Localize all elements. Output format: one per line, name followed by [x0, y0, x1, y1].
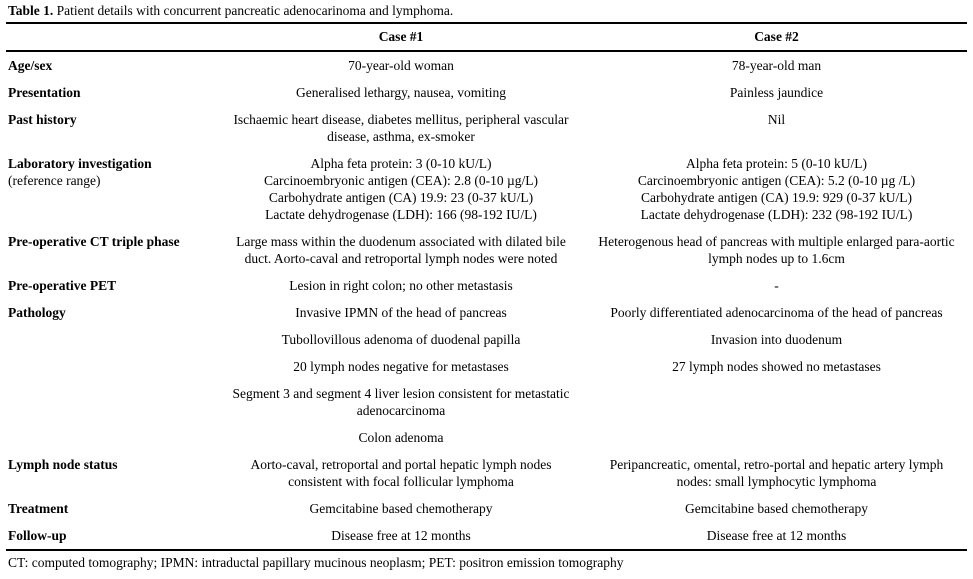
cell-line: Aorto-caval, retroportal and portal hepatic lymph nodes consistent with focal follicular lymphoma [250, 457, 552, 489]
case2-cell [586, 277, 967, 294]
cell-line: Carcinoembryonic antigen (CEA): 5.2 (0-10 µg /L) [637, 173, 916, 188]
table-title [6, 2, 967, 22]
cell-line: 20 lymph nodes negative for metastases [293, 359, 509, 374]
table-row-treatment [6, 495, 967, 522]
cell-line: 70-year-old woman [348, 58, 454, 73]
column-header-case2: Case #2 [754, 29, 799, 44]
case1-cell [216, 456, 586, 490]
table-row-preoperative-ct [6, 228, 967, 272]
cell-line: Heterogenous head of pancreas with multiple enlarged para-aortic lymph nodes up to 1.6cm [598, 234, 955, 266]
cell-line: Lesion in right colon; no other metastasis [289, 278, 513, 293]
row-label: Pre-operative PET [8, 278, 117, 293]
case2-cell [586, 57, 967, 74]
case1-cell [216, 500, 586, 517]
cell-line: Lactate dehydrogenase (LDH): 232 (98-192 IU/L) [640, 207, 913, 222]
cell-line: Alpha feta protein: 3 (0-10 kU/L) [310, 156, 492, 171]
cell-line: Gemcitabine based chemotherapy [309, 501, 493, 516]
cell-line: Carbohydrate antigen (CA) 19.9: 929 (0-37 kU/L) [640, 190, 913, 205]
case1-cell [216, 304, 586, 446]
table-header-row [6, 24, 967, 50]
case1-cell [216, 233, 586, 267]
row-label: Treatment [8, 501, 69, 516]
case1-cell [216, 57, 586, 74]
case2-cell [586, 527, 967, 544]
row-label: Follow-up [8, 528, 67, 543]
row-label: Pathology [8, 305, 66, 320]
patient-details-table [6, 0, 967, 571]
table-number-label: Table 1. [8, 3, 54, 18]
cell-line: Carbohydrate antigen (CA) 19.9: 23 (0-37 kU/L) [268, 190, 534, 205]
cell-line: Colon adenoma [358, 430, 444, 445]
table-row-laboratory-investigation [6, 150, 967, 228]
row-label: Lymph node status [8, 457, 118, 472]
table-row-pathology [6, 299, 967, 451]
row-label: Age/sex [8, 58, 53, 73]
case2-cell [586, 500, 967, 517]
case1-cell [216, 527, 586, 544]
case2-cell [586, 456, 967, 490]
row-label: Presentation [8, 85, 81, 100]
case1-cell [216, 84, 586, 101]
table-row-past-history [6, 106, 967, 150]
cell-line: Peripancreatic, omental, retro-portal and hepatic artery lymph nodes: small lymphocytic lymphoma [609, 457, 944, 489]
cell-line: Poorly differentiated adenocarcinoma of the head of pancreas [610, 305, 943, 320]
case2-cell [586, 233, 967, 267]
cell-line: Gemcitabine based chemotherapy [685, 501, 868, 516]
cell-line: Generalised lethargy, nausea, vomiting [296, 85, 506, 100]
cell-line: Tubollovillous adenoma of duodenal papilla [281, 332, 521, 347]
table-row-follow-up [6, 522, 967, 549]
case1-cell [216, 277, 586, 294]
table-footnote: CT: computed tomography; IPMN: intraductal papillary mucinous neoplasm; PET: positron emission tomography [8, 555, 624, 570]
row-label: Pre-operative CT triple phase [8, 234, 180, 249]
column-header-case1: Case #1 [378, 29, 424, 44]
cell-line: 27 lymph nodes showed no metastases [672, 359, 881, 374]
table-row-lymph-node-status [6, 451, 967, 495]
case2-cell [586, 84, 967, 101]
cell-line: Carcinoembryonic antigen (CEA): 2.8 (0-10 µg/L) [264, 173, 538, 188]
cell-line: Invasive IPMN of the head of pancreas [295, 305, 507, 320]
cell-line: Segment 3 and segment 4 liver lesion consistent for metastatic adenocarcinoma [232, 386, 570, 418]
case2-cell [586, 155, 967, 223]
table-row-age-sex [6, 52, 967, 79]
row-label [6, 155, 216, 189]
cell-line: Disease free at 12 months [331, 528, 471, 543]
cell-line: - [774, 278, 779, 293]
cell-line: Alpha feta protein: 5 (0-10 kU/L) [685, 156, 868, 171]
cell-line: Painless jaundice [729, 85, 824, 100]
case2-cell [586, 111, 967, 128]
cell-line: Nil [767, 112, 786, 127]
cell-line: Large mass within the duodenum associated with dilated bile duct. Aorto-caval and retroportal lymph nodes were noted [236, 234, 566, 266]
table-row-presentation [6, 79, 967, 106]
cell-line: 78-year-old man [731, 58, 822, 73]
row-label: Past history [8, 112, 77, 127]
cell-line: Invasion into duodenum [710, 332, 843, 347]
case1-cell [216, 111, 586, 145]
cell-line: Ischaemic heart disease, diabetes mellitus, peripheral vascular disease, asthma, ex-smoker [233, 112, 569, 144]
case1-cell [216, 155, 586, 223]
table-title-text: Patient details with concurrent pancreatic adenocarinoma and lymphoma. [53, 3, 454, 18]
table-row-preoperative-pet [6, 272, 967, 299]
cell-line: Disease free at 12 months [706, 528, 847, 543]
row-label-sub: (reference range) [8, 173, 101, 188]
case2-cell [586, 304, 967, 375]
table-body [6, 52, 967, 549]
cell-line: Lactate dehydrogenase (LDH): 166 (98-192 IU/L) [265, 207, 537, 222]
row-label-main: Laboratory investigation [8, 156, 152, 171]
